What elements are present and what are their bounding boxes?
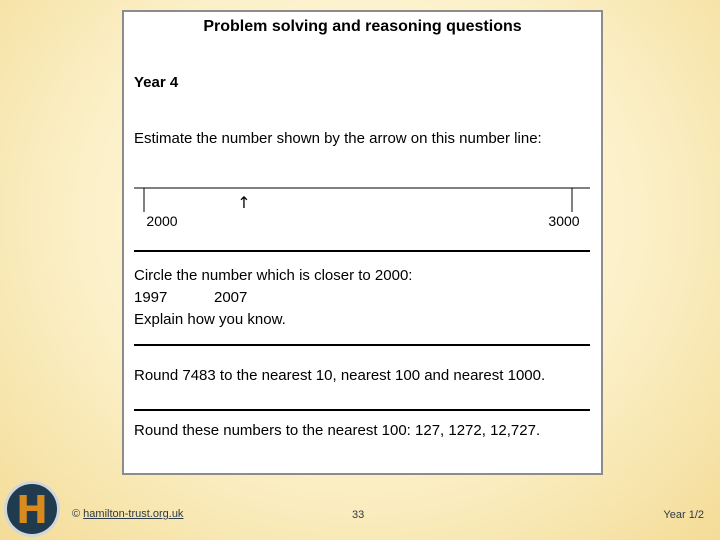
number-line-arrow: ↑: [237, 193, 251, 212]
number-line-end-label: 3000: [548, 213, 580, 229]
copyright-notice: [72, 508, 183, 520]
page-number: 33: [352, 509, 365, 521]
question-round-7483: Round 7483 to the nearest 10, nearest 100 and nearest 1000.: [134, 367, 546, 384]
answer-options: [134, 289, 248, 306]
number-line: [134, 182, 594, 232]
footer-year-label: Year 1/2: [663, 509, 704, 521]
question-explain: Explain how you know.: [134, 311, 286, 328]
option-1997[interactable]: 1997: [134, 289, 168, 306]
option-2007[interactable]: 2007: [214, 289, 248, 306]
worksheet-card: [122, 10, 603, 475]
question-closer: Circle the number which is closer to 2000:: [134, 267, 413, 284]
hamilton-logo-icon: [4, 481, 60, 537]
number-line-start-label: 2000: [146, 213, 178, 229]
logo-letter: H: [16, 488, 48, 532]
page-title: Problem solving and reasoning questions: [203, 18, 522, 35]
answer-line: [134, 409, 590, 411]
question-estimate: Estimate the number shown by the arrow on this number line:: [134, 130, 542, 147]
copyright-symbol: ©: [72, 508, 81, 520]
answer-line: [134, 344, 590, 346]
question-round-numbers: Round these numbers to the nearest 100: 127, 1272, 12,727.: [134, 422, 541, 439]
website-link[interactable]: hamilton-trust.org.uk: [83, 508, 184, 520]
answer-line: [134, 250, 590, 252]
year-label: Year 4: [134, 74, 179, 91]
